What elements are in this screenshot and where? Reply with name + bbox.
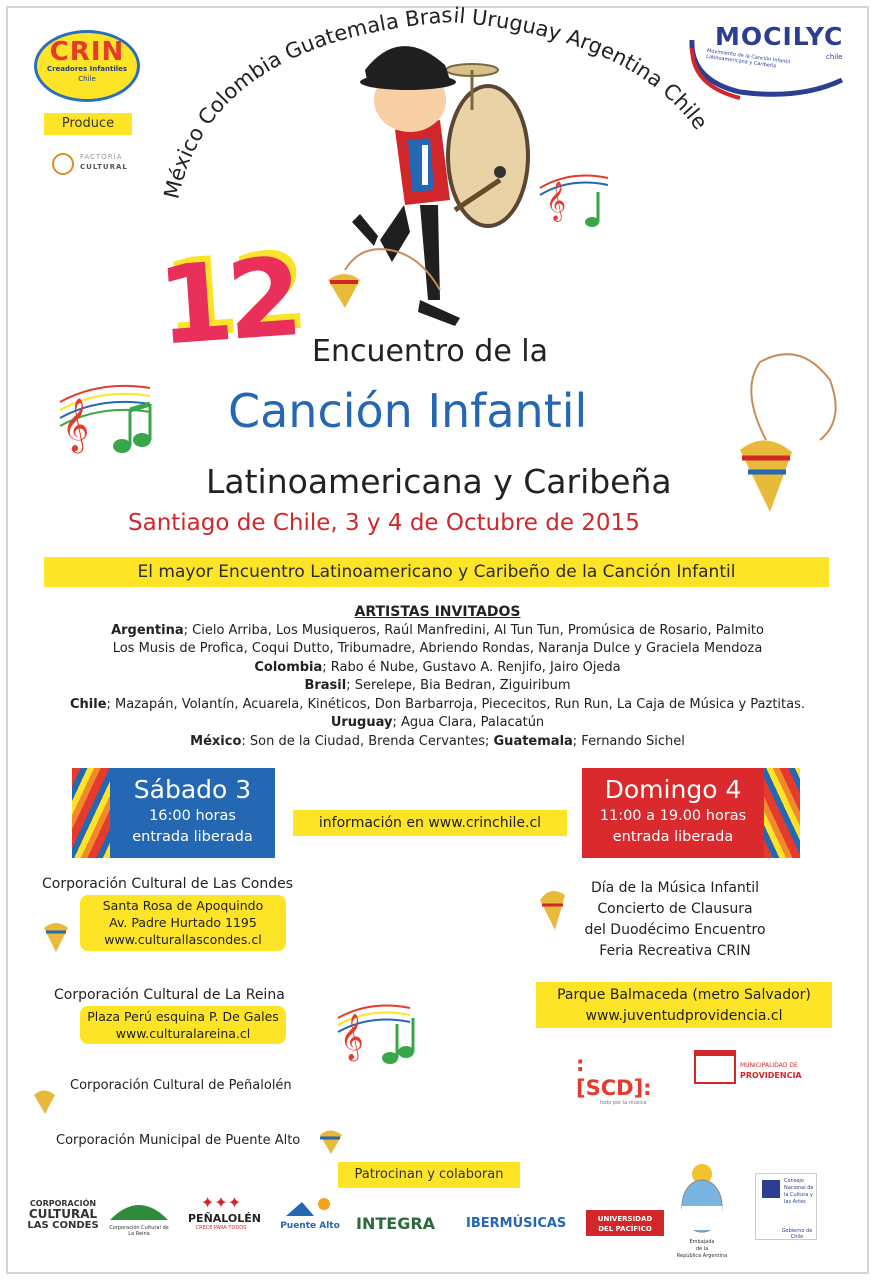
upacifico-text-1: UNIVERSIDAD — [597, 1215, 653, 1223]
providencia-text-1: MUNICIPALIDAD DE — [740, 1062, 798, 1069]
sunday-event-2: Concierto de Clausura — [597, 901, 753, 917]
crin-logo-subtitle: Creadores Infantiles — [46, 65, 128, 73]
consejo-text-2: Nacional de — [784, 1185, 814, 1191]
upacifico-text-2: DEL PACÍFICO — [598, 1225, 652, 1233]
venue-lascondes-line1: Santa Rosa de Apoquindo — [102, 898, 264, 913]
sunday-day: Domingo 4 — [604, 775, 742, 804]
park-name: Parque Balmaceda (metro Salvador) — [557, 987, 811, 1003]
saturday-hours: 16:00 horas — [149, 808, 236, 824]
venue-lareina-title: Corporación Cultural de La Reina — [54, 987, 285, 1003]
drummer-boy-illustration — [352, 46, 528, 326]
lascondes-logo — [26, 1198, 100, 1231]
sunday-event-1: Día de la Música Infantil — [590, 880, 760, 896]
ibermusicas-logo: IBERMÚSICAS — [466, 1216, 567, 1231]
consejo-text-1: Consejo — [784, 1178, 804, 1184]
venue-lascondes-title: Corporación Cultural de Las Condes — [42, 876, 294, 892]
consejo-cultura-logo — [755, 1173, 817, 1240]
consejo-text-3: la Cultura y — [784, 1192, 813, 1198]
argentina-coat-of-arms-icon — [676, 1160, 728, 1236]
lascondes-logo-2: CULTURAL — [28, 1207, 98, 1221]
tagline-banner: El mayor Encuentro Latinoamericano y Caribeño de la Canción Infantil — [44, 557, 829, 587]
consejo-text-5: Gobierno de Chile — [781, 1228, 813, 1240]
scd-logo-caption: todo por la música — [600, 1100, 647, 1106]
title-line-1: Encuentro de la — [312, 334, 549, 369]
sunday-events — [560, 878, 790, 962]
embajada-text-1: Embajada — [689, 1239, 715, 1245]
lareina-logo — [106, 1196, 172, 1237]
sunday-hours: 11:00 a 19.00 horas — [599, 808, 747, 824]
sunday-event-3: del Duodécimo Encuentro — [584, 922, 766, 938]
park-web[interactable]: www.juventudprovidencia.cl — [585, 1008, 783, 1024]
lascondes-logo-3: LAS CONDES — [27, 1220, 99, 1231]
spinning-top-1 — [328, 249, 440, 308]
artists-argentina-cont: Los Musis de Profica, Coqui Dutto, Tribumadre, Abriendo Rondas, Naranja Dulce y Graciela Mendoza — [112, 641, 763, 656]
scd-logo — [576, 1052, 656, 1106]
svg-text:𝄞: 𝄞 — [546, 181, 567, 221]
crin-logo-text: CRIN — [49, 37, 125, 67]
music-notes-3 — [338, 1006, 414, 1064]
saturday-day: Sábado 3 — [133, 775, 252, 804]
factoria-icon — [52, 153, 74, 175]
venue-lareina-line1: Plaza Perú esquina P. De Gales — [87, 1009, 279, 1024]
sunday-box — [582, 768, 764, 858]
venue-lascondes-line2: Av. Padre Hurtado 1195 — [109, 915, 257, 930]
title-line-3: Latinoamericana y Caribeña — [206, 462, 672, 501]
mocilyc-logo: MOCILYC — [715, 22, 844, 51]
decorative-stripes-right — [764, 768, 800, 858]
artists-title: ARTISTAS INVITADOS — [354, 604, 521, 620]
artists-uruguay: Uruguay; Agua Clara, Palacatún — [330, 715, 545, 730]
venue-lascondes-web[interactable]: www.culturallascondes.cl — [104, 932, 262, 947]
puentealto-logo — [280, 1196, 340, 1231]
svg-text:𝄞: 𝄞 — [340, 1014, 364, 1060]
scd-logo-text: :[SCD]: — [576, 1052, 652, 1100]
integra-logo: INTEGRA — [356, 1214, 436, 1233]
penalolen-logo-text: PEÑALOLÉN — [188, 1212, 261, 1225]
puentealto-icon — [280, 1196, 340, 1218]
info-website[interactable]: información en www.crinchile.cl — [293, 810, 567, 836]
factoria-text-1: FACTORÍA — [80, 153, 123, 161]
venue-lareina-box — [80, 1006, 286, 1044]
penalolen-figures-icon: ✦✦✦ — [200, 1193, 242, 1212]
crin-logo — [34, 30, 140, 102]
venue-lascondes-box — [80, 895, 286, 951]
music-notes-1 — [60, 386, 151, 453]
lascondes-logo-1: CORPORACIÓN — [29, 1199, 97, 1208]
embajada-argentina-logo — [676, 1160, 728, 1260]
factoria-cultural-logo — [46, 147, 134, 181]
crin-logo-country: Chile — [78, 75, 96, 83]
factoria-text-2: CULTURAL — [80, 163, 128, 171]
mocilyc-subtitle: Movimiento de la Canción Infantil Latinoamericana y Caribeña — [705, 47, 791, 70]
providencia-building-icon — [694, 1050, 736, 1084]
embajada-text-3: República Argentina — [676, 1253, 728, 1259]
venue-lareina-web[interactable]: www.culturalareina.cl — [115, 1026, 251, 1041]
providencia-text-2: PROVIDENCIA — [740, 1071, 802, 1080]
sunday-event-4: Feria Recreativa CRIN — [599, 943, 751, 959]
produce-label: Produce — [44, 113, 132, 135]
sponsors-label: Patrocinan y colaboran — [338, 1162, 520, 1188]
park-box — [536, 982, 832, 1028]
artists-colombia: Colombia; Rabo é Nube, Gustavo A. Renjifo, Jairo Ojeda — [254, 659, 621, 675]
title-line-2: Canción Infantil — [228, 384, 588, 438]
consejo-text — [784, 1178, 813, 1206]
spinning-top-2 — [740, 354, 836, 512]
upacifico-logo — [586, 1210, 664, 1236]
penalolen-logo — [188, 1193, 261, 1231]
providencia-logo — [692, 1050, 814, 1088]
saturday-box — [110, 768, 275, 858]
artists-chile: Chile; Mazapán, Volantín, Acuarela, Kinéticos, Don Barbarroja, Piececitos, Run Run, La Caja de Música y Paztitas. — [69, 696, 806, 712]
lareina-logo-text: Corporación Cultural de La Reina — [109, 1225, 169, 1237]
consejo-text-4: las Artes — [784, 1199, 806, 1205]
puentealto-logo-text: Puente Alto — [280, 1221, 340, 1231]
artists-brasil: Brasil; Serelepe, Bia Bedran, Ziguiribum — [304, 678, 571, 693]
venue-penalolen-title: Corporación Cultural de Peñalolén — [70, 1078, 292, 1093]
edition-number: 12 — [153, 235, 301, 370]
sunday-entry: entrada liberada — [612, 829, 734, 845]
artists-argentina: Argentina; Cielo Arriba, Los Musiqueros, Raúl Manfredini, Al Tun Tun, Promúsica de Rosario, Palmito — [111, 622, 764, 638]
chile-shield-icon — [762, 1180, 780, 1198]
saturday-entry: entrada liberada — [132, 829, 253, 845]
embajada-text-2: de la — [695, 1246, 709, 1252]
music-notes-2 — [540, 176, 608, 227]
countries-arc: México Colombia Guatemala Brasil Uruguay Argentina Chile — [159, 2, 713, 202]
lareina-arc-icon — [106, 1196, 172, 1222]
artists-section — [30, 603, 845, 751]
penalolen-logo-sub: CRECE PARA TODOS — [195, 1225, 247, 1231]
event-date-location: Santiago de Chile, 3 y 4 de Octubre de 2015 — [128, 510, 640, 536]
svg-text:𝄞: 𝄞 — [62, 397, 90, 451]
mocilyc-country: chile — [826, 53, 843, 61]
artists-mexico-guatemala: México: Son de la Ciudad, Brenda Cervantes; Guatemala; Fernando Sichel — [190, 733, 685, 749]
venue-puentealto-title: Corporación Municipal de Puente Alto — [56, 1133, 301, 1148]
decorative-stripes-left — [72, 768, 110, 858]
